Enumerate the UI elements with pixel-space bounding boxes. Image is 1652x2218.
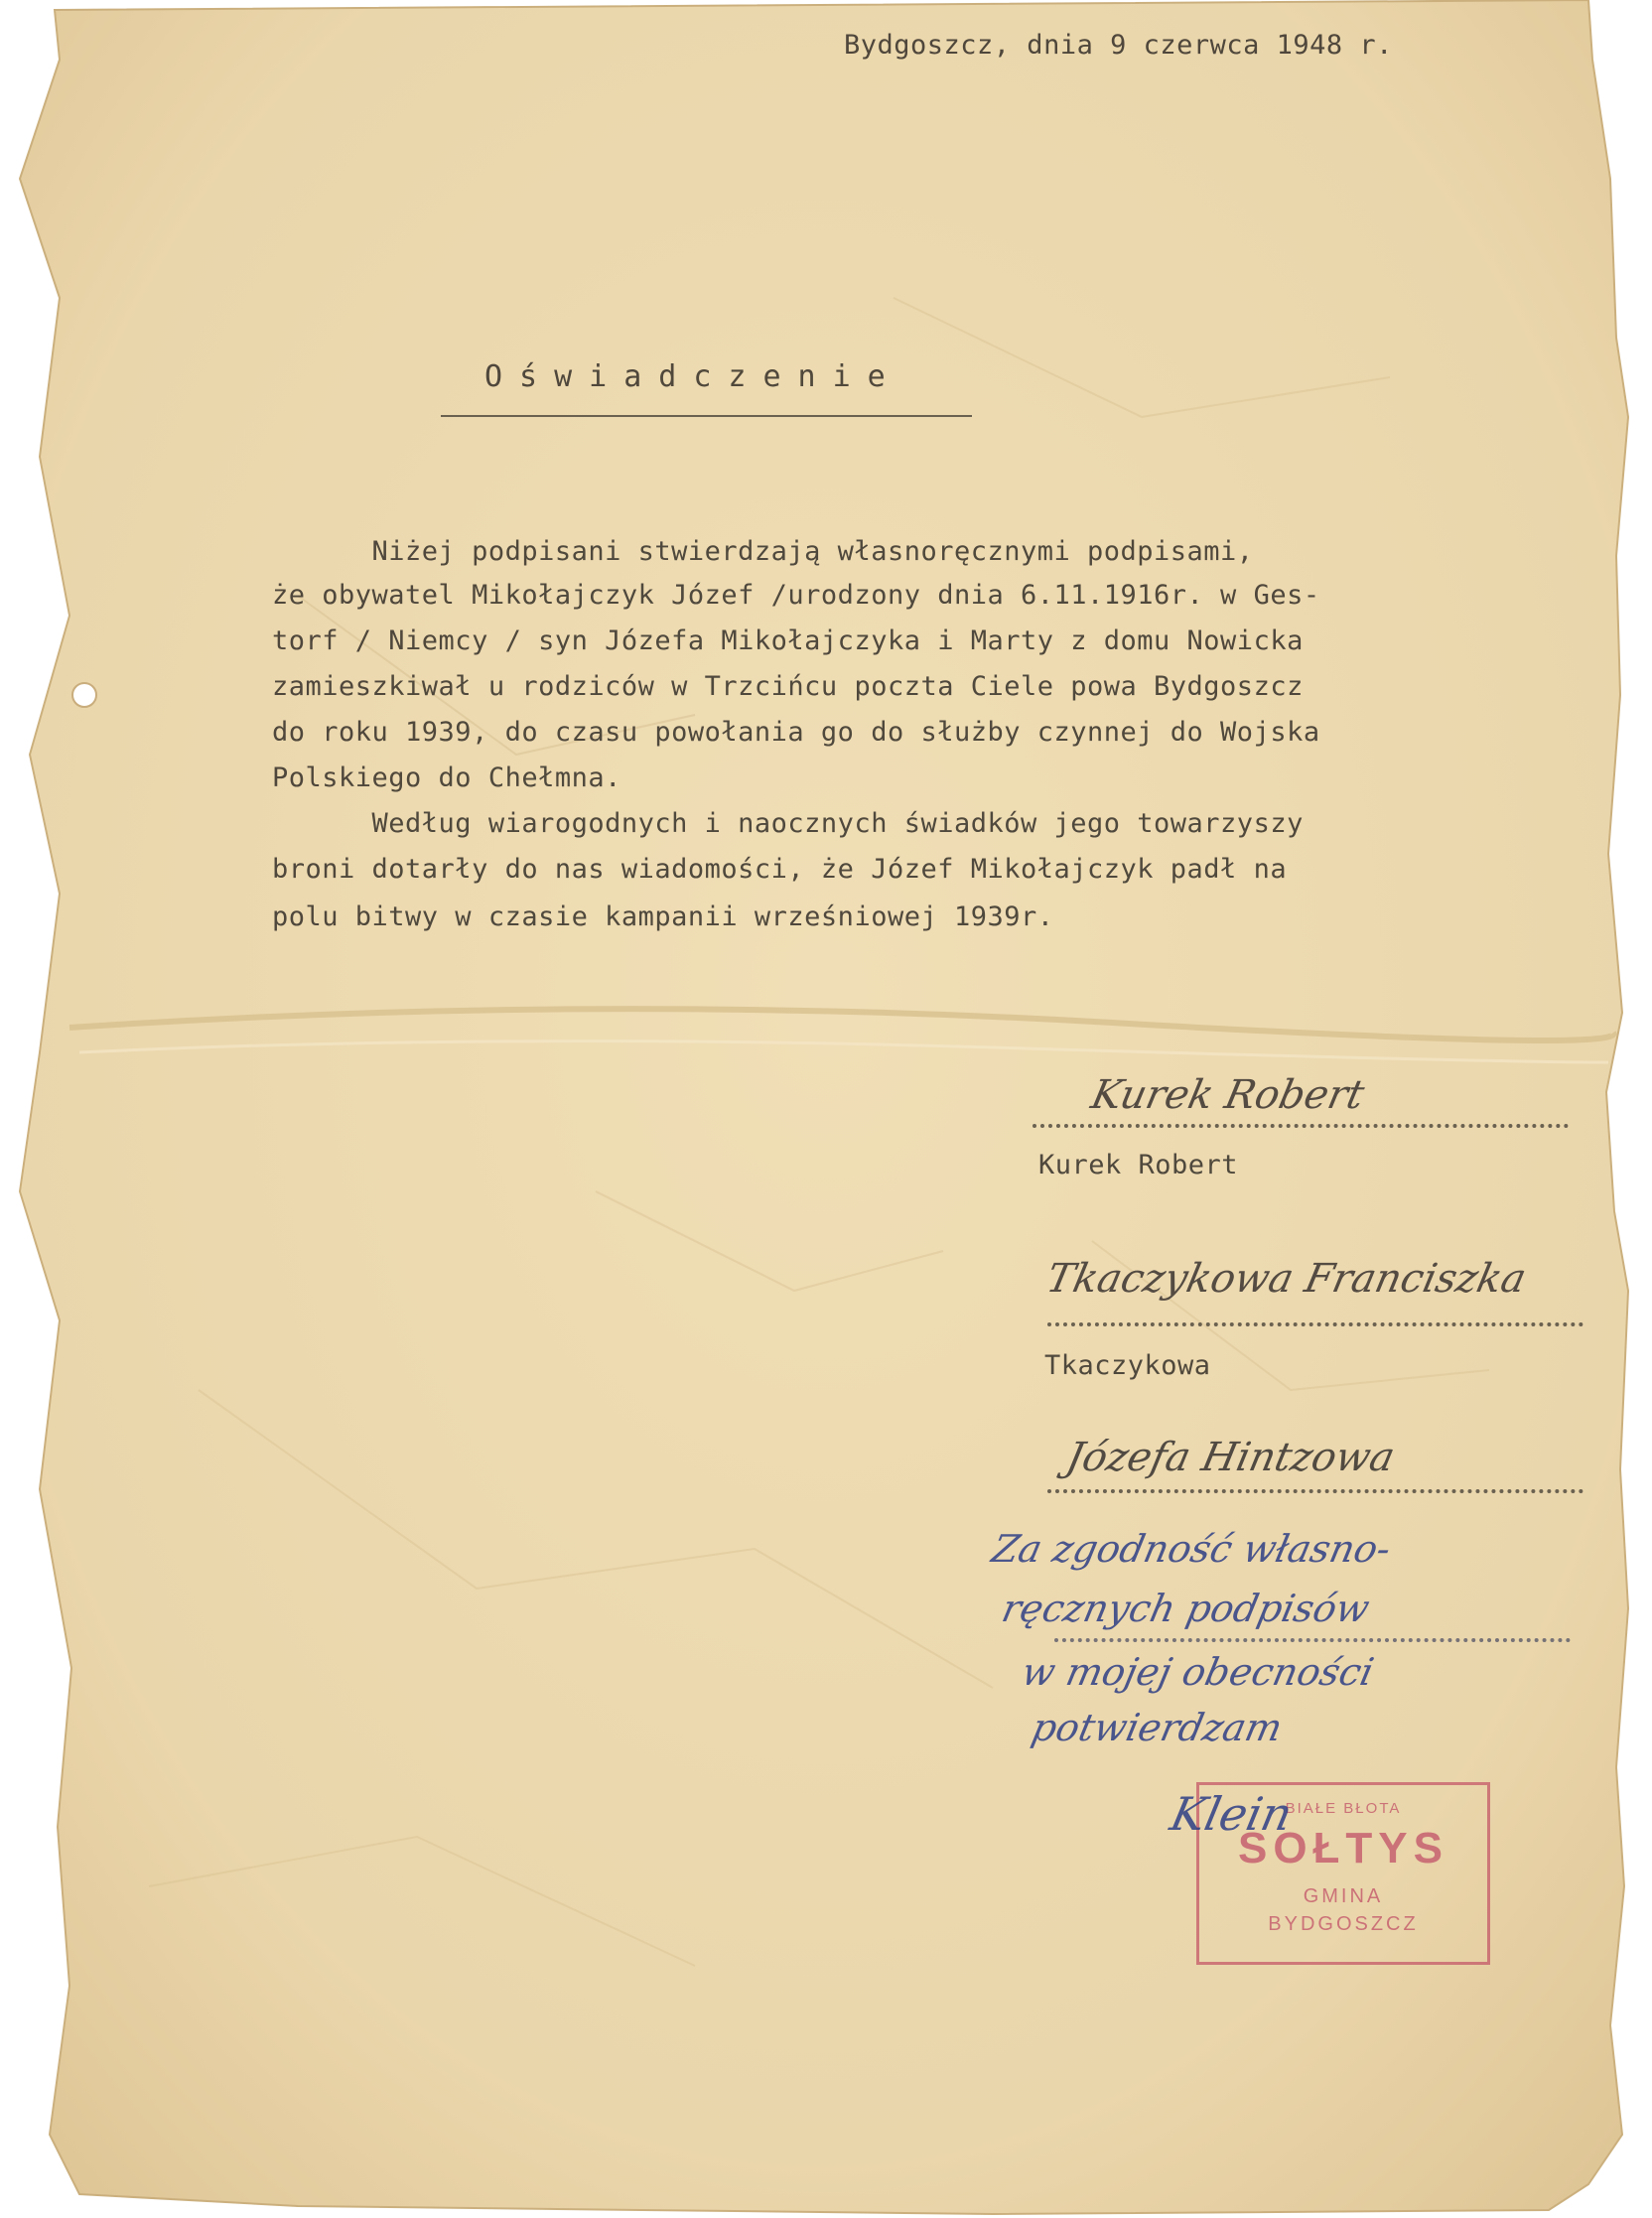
- signature-line: [1047, 1489, 1583, 1493]
- certification-line-rule: [1054, 1638, 1571, 1642]
- body-line: Polskiego do Chełmna.: [272, 762, 621, 793]
- body-line: Według wiarogodnych i naocznych świadków jego towarzyszy: [272, 808, 1304, 839]
- title-underline: [441, 415, 972, 417]
- body-line: torf / Niemcy / syn Józefa Mikołajczyka i Marty z domu Nowicka: [272, 625, 1304, 656]
- body-line: Niżej podpisani stwierdzają własnoręcznymi podpisami,: [272, 536, 1254, 567]
- body-line: do roku 1939, do czasu powołania go do służby czynnej do Wojska: [272, 717, 1320, 748]
- certification-line: potwierdzam: [1028, 1706, 1287, 1749]
- certification-line: Za zgodność własno-: [988, 1527, 1395, 1571]
- body-line: zamieszkiwał u rodziców w Trzcińcu poczta Ciele powa Bydgoszcz: [272, 671, 1304, 702]
- body-line: polu bitwy w czasie kampanii wrześniowej 1939r.: [272, 901, 1054, 932]
- signature-line: [1032, 1124, 1569, 1128]
- signature-line: [1047, 1322, 1583, 1326]
- place-date-line: Bydgoszcz, dnia 9 czerwca 1948 r.: [844, 30, 1393, 61]
- signer-name-tkaczykowa: Tkaczykowa: [1044, 1350, 1211, 1381]
- document-title: Oświadczenie: [484, 359, 902, 394]
- signature-kurek: Kurek Robert: [1087, 1072, 1369, 1118]
- signature-hintzowa: Józefa Hintzowa: [1062, 1435, 1399, 1480]
- official-signature: Klein: [1166, 1787, 1298, 1841]
- signature-tkaczykowa: Tkaczykowa Franciszka: [1042, 1256, 1531, 1302]
- body-line: broni dotarły do nas wiadomości, że Józef Mikołajczyk padł na: [272, 854, 1288, 885]
- certification-line: w mojej obecności: [1018, 1650, 1378, 1694]
- signer-name-kurek: Kurek Robert: [1038, 1150, 1239, 1180]
- certification-line: ręcznych podpisów: [998, 1587, 1374, 1630]
- stamp-top-line: BIAŁE BŁOTA: [1285, 1800, 1402, 1817]
- body-line: że obywatel Mikołajczyk Józef /urodzony dnia 6.11.1916r. w Ges-: [272, 580, 1320, 611]
- stamp-place: BYDGOSZCZ: [1268, 1913, 1419, 1935]
- stamp-gmina: GMINA: [1303, 1885, 1384, 1907]
- stamp-title: SOŁTYS: [1237, 1824, 1449, 1872]
- punch-hole-icon: [72, 683, 96, 707]
